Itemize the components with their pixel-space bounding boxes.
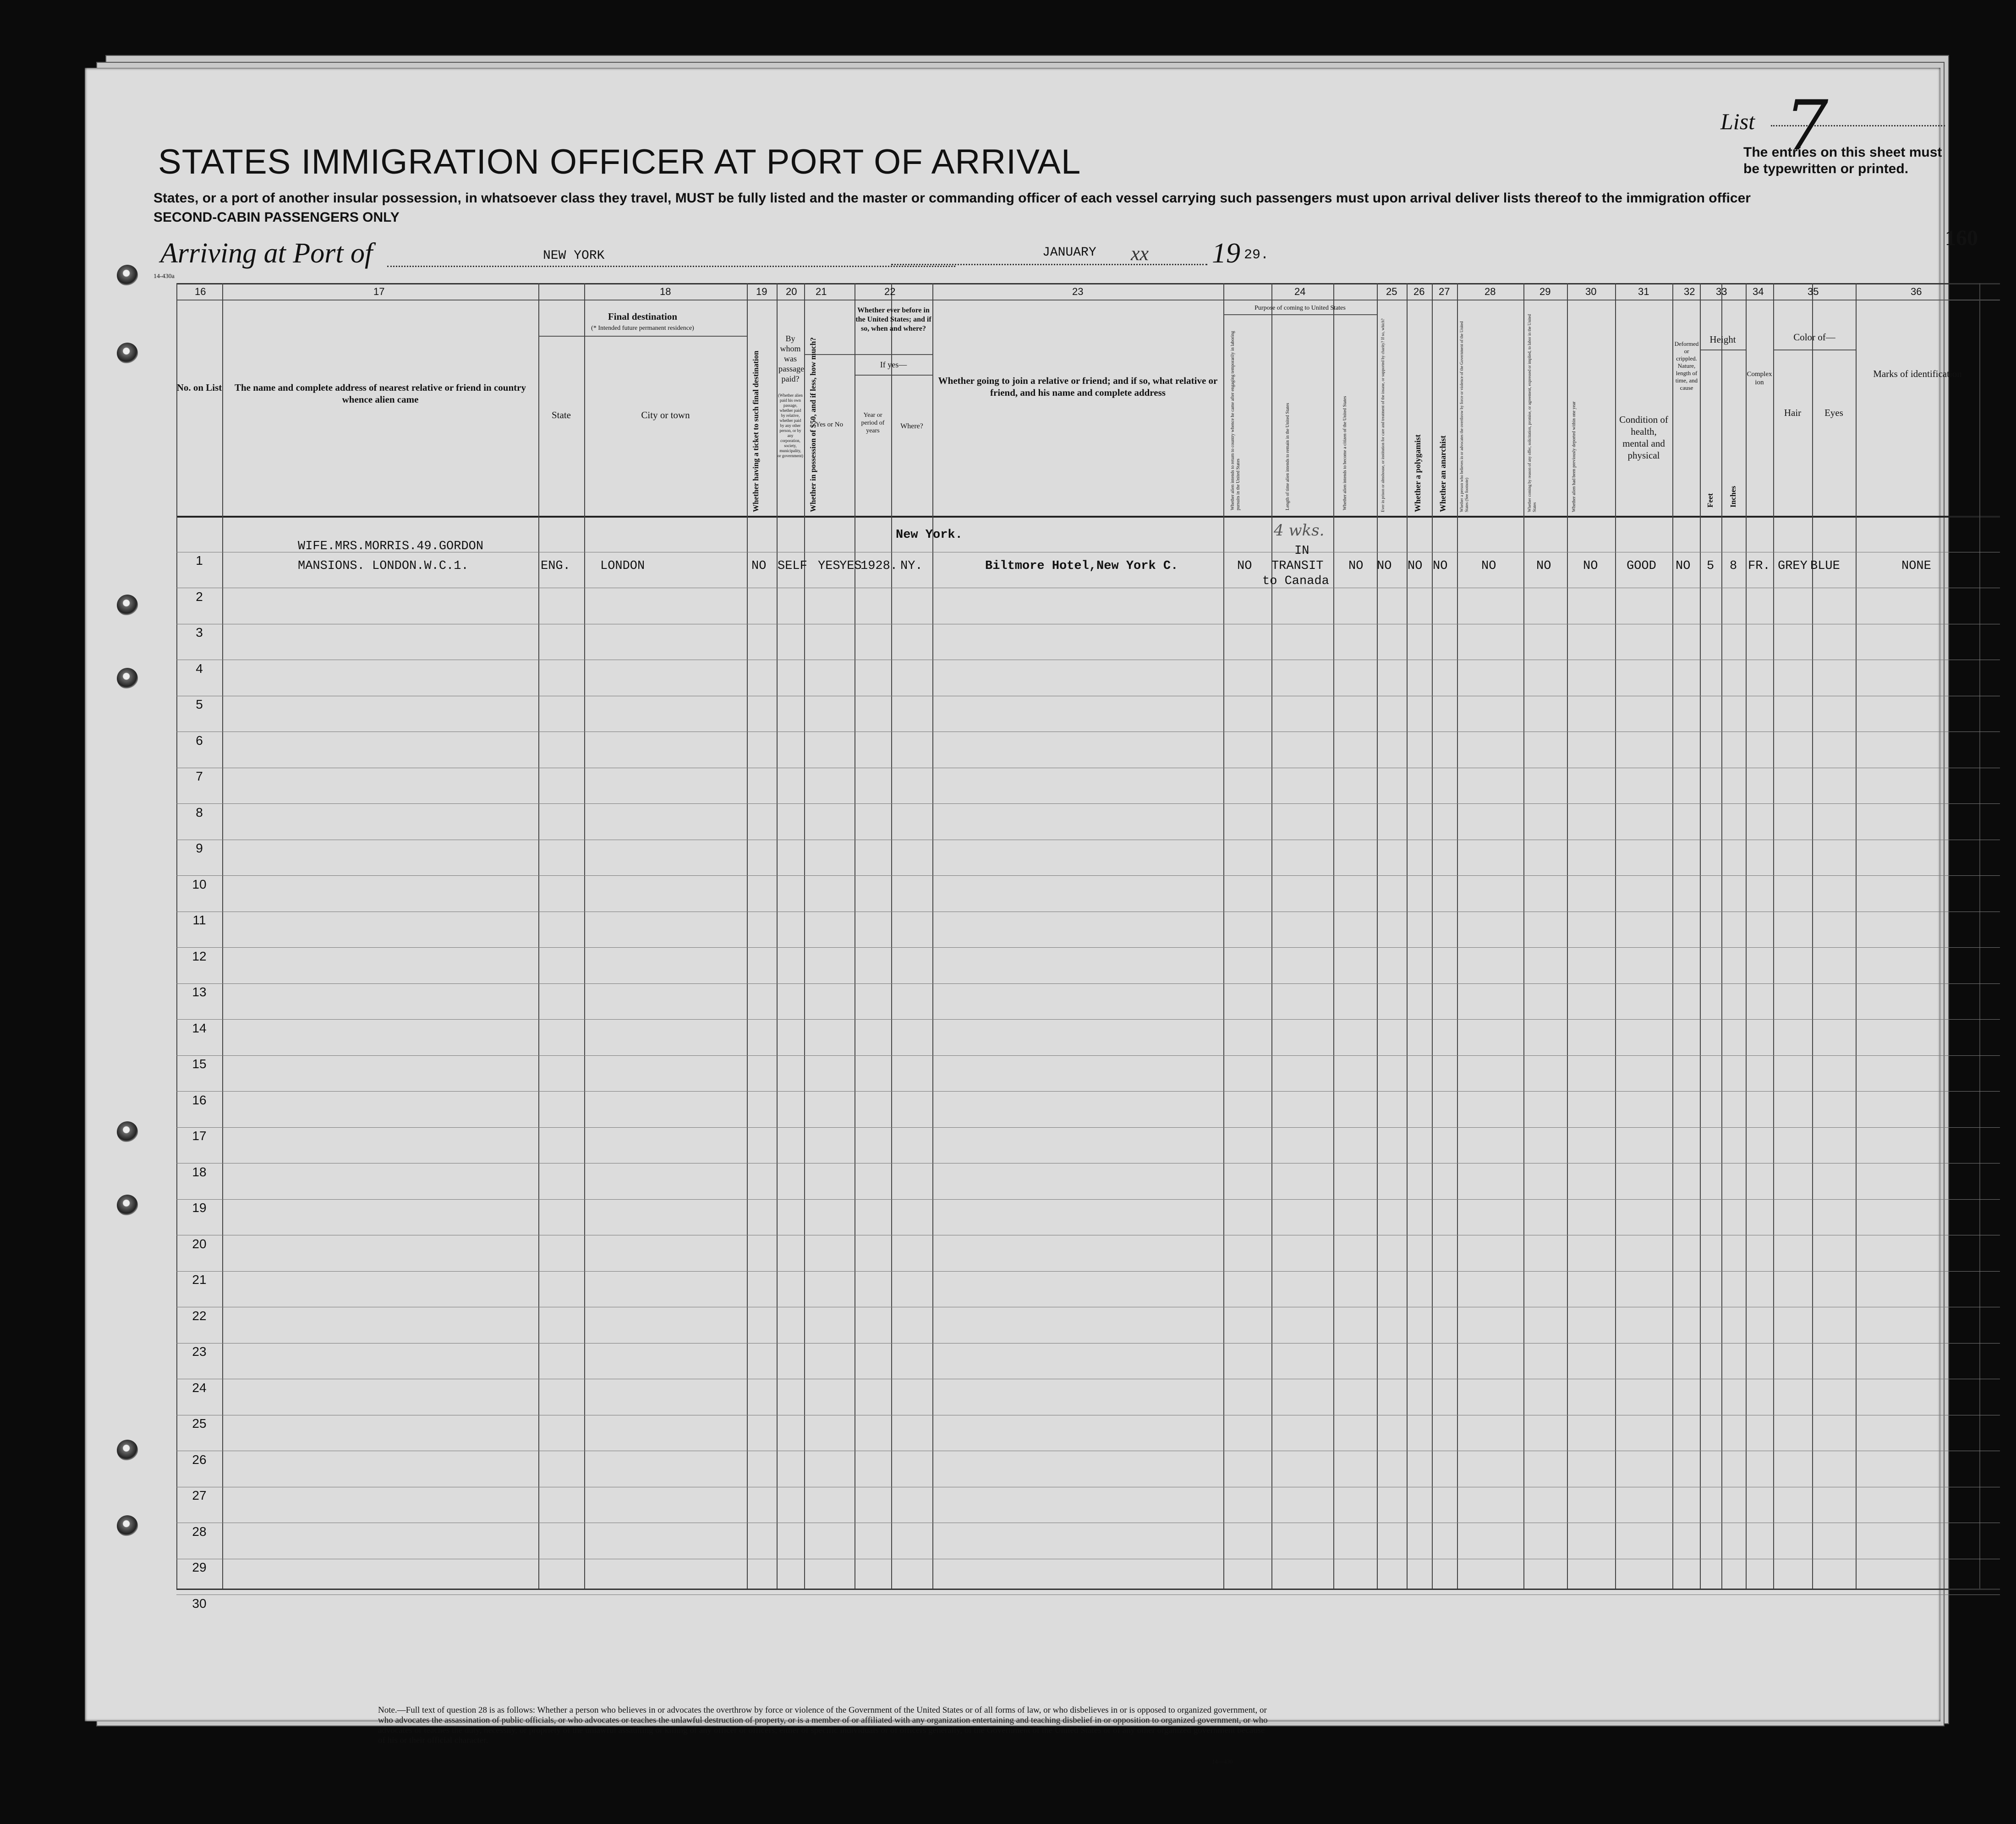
- binder-hole: [117, 1121, 138, 1142]
- row-number: 16: [192, 1092, 207, 1107]
- header-hair: Hair: [1784, 407, 1802, 418]
- column-number: 17: [373, 286, 385, 297]
- entry-anarchist: NO: [1433, 559, 1448, 573]
- row-number: 17: [192, 1129, 207, 1143]
- header-anarchist: Whether an anarchist: [1438, 435, 1447, 512]
- entry-return-intent: NO: [1237, 559, 1252, 573]
- row-number: 2: [196, 589, 203, 604]
- list-label: List: [1720, 109, 1755, 134]
- table-row: [176, 1055, 2000, 1056]
- column-number: 36: [1911, 286, 1922, 297]
- row-number: 1: [196, 553, 203, 568]
- header-return-intent: Whether alien intends to return to country whence he came after engaging temporarily in laboring pursuits in the United States: [1230, 331, 1241, 510]
- entry-health: GOOD: [1627, 559, 1656, 573]
- table-row: [176, 1271, 2000, 1272]
- binder-hole: [117, 668, 138, 689]
- row-number: 20: [192, 1236, 207, 1251]
- table-top-rule: [176, 283, 2000, 284]
- binder-hole: [117, 343, 138, 364]
- header-deported: Whether alien had been previously deported within one year: [1572, 401, 1577, 512]
- row-number: 5: [196, 697, 203, 711]
- column-number: 32: [1684, 286, 1695, 297]
- entry-city: LONDON: [600, 559, 645, 573]
- column-rule: [1700, 283, 1701, 1589]
- entry-ticket: NO: [751, 559, 767, 573]
- entry-prison: NO: [1377, 559, 1392, 573]
- row-number: 24: [192, 1380, 207, 1395]
- entry-polygamist: NO: [1408, 559, 1423, 573]
- entry-length-stay-handwritten: 4 wks.: [1274, 521, 1325, 540]
- table-row: [176, 1019, 2000, 1020]
- header-prison: Ever in prison or almshouse, or institution for care and treatment of the insane, or supported by charity? If so, which?: [1381, 318, 1385, 512]
- entry-relative-line1: WIFE.MRS.MORRIS.49.GORDON: [298, 540, 484, 553]
- header-polygamist: Whether a polygamist: [1413, 434, 1422, 512]
- entry-length-stay-3: to Canada: [1262, 574, 1329, 588]
- list-number: 7: [1785, 86, 1829, 166]
- row-number: 8: [196, 805, 203, 819]
- header-ticket: Whether having a ticket to such final destination: [751, 350, 760, 512]
- header-marks: Marks of identification: [1873, 368, 1962, 379]
- header-fifty-dollars: Whether in possession of $50, and if less, how much?: [809, 337, 817, 512]
- date-line: [891, 264, 1207, 265]
- entry-overthrow: NO: [1481, 559, 1496, 573]
- header-height: Height: [1709, 334, 1736, 345]
- column-rule: [1333, 283, 1334, 1589]
- column-number: 31: [1638, 286, 1649, 297]
- header-complexion: Complexion: [1747, 371, 1772, 386]
- row-number: 25: [192, 1416, 207, 1431]
- column-number: 21: [816, 286, 827, 297]
- row-number: 30: [192, 1596, 207, 1611]
- header-going-to-join: Whether going to join a relative or friend; and if so, what relative or friend, and his name and complete address: [938, 375, 1218, 398]
- header-inches: Inches: [1729, 486, 1737, 508]
- row-number: 22: [192, 1308, 207, 1323]
- row-number: 23: [192, 1344, 207, 1359]
- entry-hair: GREY: [1778, 559, 1808, 573]
- column-number: 29: [1539, 286, 1551, 297]
- header-health: Condition of health, mental and physical: [1619, 414, 1668, 461]
- column-rule: [538, 283, 539, 1589]
- column-number: 25: [1386, 286, 1397, 297]
- table-row: [176, 983, 2000, 984]
- header-feet: Feet: [1706, 493, 1715, 508]
- entry-deported: NO: [1583, 559, 1598, 573]
- column-rule: [1407, 283, 1408, 1589]
- entry-feet: 5: [1707, 559, 1715, 573]
- binder-hole: [117, 1515, 138, 1536]
- row-number: 6: [196, 733, 203, 748]
- column-rule: [1377, 283, 1378, 1589]
- column-number: 34: [1753, 286, 1764, 297]
- header-yes-or-no: Yes or No: [815, 421, 844, 428]
- year-prefix: 19: [1212, 238, 1240, 269]
- column-number: 30: [1585, 286, 1597, 297]
- column-rule: [1721, 283, 1722, 1589]
- column-rule: [777, 283, 778, 1589]
- row-number: 10: [192, 877, 207, 891]
- column-rule: [1271, 283, 1272, 1589]
- column-rule: [1672, 283, 1673, 1589]
- year-suffix: 29.: [1244, 247, 1269, 263]
- entry-going-to-join-line1: New York.: [896, 528, 963, 542]
- header-overthrow: Whether a person who believes in or advocates the overthrow by force or violence of the Government of the United States (See footnote): [1459, 321, 1469, 512]
- binder-hole: [117, 595, 138, 616]
- column-rule: [932, 283, 933, 1589]
- port-value: NEW YORK: [543, 249, 605, 263]
- entries-note-line2: be typewritten or printed.: [1743, 161, 1909, 176]
- column-number: 23: [1072, 286, 1084, 297]
- row-number: 11: [192, 913, 206, 927]
- row-number: 29: [192, 1560, 207, 1574]
- header-year-period: Year or period of years: [861, 412, 885, 434]
- header-length-of-stay: Length of time alien intends to remain in the United States: [1285, 403, 1290, 510]
- row-number: 7: [196, 769, 203, 783]
- row-number: 4: [196, 661, 203, 676]
- form-number: 14-430a: [153, 273, 175, 280]
- column-number: 33: [1716, 286, 1727, 297]
- column-number: 18: [660, 286, 671, 297]
- entry-going-to-join-line2: Biltmore Hotel,New York C.: [985, 559, 1178, 573]
- entry-before-in-us: YES: [839, 559, 862, 573]
- subheader-rule: [855, 375, 932, 376]
- manifest-table: [176, 283, 2000, 1611]
- date-handwritten: xx: [1131, 242, 1149, 265]
- row-number: 19: [192, 1201, 207, 1215]
- header-citizen-intent: Whether alien intends to become a citizen of the United States: [1342, 396, 1348, 510]
- table-row: [176, 803, 2000, 804]
- subheader-rule: [804, 354, 932, 355]
- header-final-destination-note: (* Intended future permanent residence): [591, 325, 694, 332]
- row-number: 21: [192, 1272, 207, 1287]
- row-number: 13: [192, 985, 207, 999]
- column-rule: [1979, 283, 1980, 1589]
- header-where: Where?: [900, 422, 923, 430]
- column-rule: [1523, 283, 1524, 1589]
- header-offer-labor: Whether coming by reason of any offer, solicitation, promise, or agreement, expressed or implied, to labor in the United States: [1527, 314, 1537, 512]
- header-eyes: Eyes: [1824, 407, 1843, 418]
- header-passage-paid-note: (Whether alien paid his own passage, whether paid by relative, whether paid by any other person, or by any corporation, society, municipality, or government): [778, 393, 803, 458]
- column-rule: [1856, 283, 1857, 1589]
- column-rule: [804, 283, 805, 1589]
- table-row: [176, 1199, 2000, 1200]
- column-number: 22: [884, 286, 896, 297]
- header-deformed-text: Deformed or crippled. Nature, length of time, and cause: [1674, 340, 1699, 391]
- binder-hole: [117, 1195, 138, 1216]
- entry-passage-paid: SELF: [778, 559, 807, 573]
- header-final-destination: Final destination: [608, 311, 678, 322]
- entry-citizen: NO: [1348, 559, 1364, 573]
- column-rule: [1812, 283, 1813, 1589]
- table-bottom-rule: [176, 1589, 2000, 1590]
- entry-offer-labor: NO: [1536, 559, 1551, 573]
- column-number: 35: [1808, 286, 1819, 297]
- column-rule: [1567, 283, 1568, 1589]
- stamp-number: 160: [1945, 226, 1978, 250]
- subheader-rule: [538, 336, 747, 337]
- entry-length-stay-2: TRANSIT: [1271, 559, 1324, 573]
- row-number: 18: [192, 1164, 207, 1179]
- header-state: State: [552, 410, 571, 421]
- column-rule: [584, 283, 585, 1589]
- entry-deformed: NO: [1676, 559, 1691, 573]
- column-rule: [1773, 283, 1774, 1589]
- row-number: 14: [192, 1021, 207, 1035]
- entry-complexion: FR.: [1748, 559, 1770, 573]
- column-number: 16: [195, 286, 206, 297]
- table-row: [176, 1127, 2000, 1128]
- subheader-rule: [1223, 314, 1377, 315]
- row-number: 9: [196, 841, 203, 855]
- port-line: [387, 266, 955, 267]
- entry-where: NY.: [900, 559, 923, 573]
- column-number: 20: [786, 286, 797, 297]
- column-rule: [222, 283, 223, 1589]
- header-color-of: Color of—: [1793, 332, 1835, 343]
- footnote: Note.—Full text of question 28 is as follows: Whether a person who believes in or advocates the overthrow by force or violence of the Government of the United States or of all forms of law, or who disbelieves in or is opposed to organized government, or who advocates the assassination of public officials, or who advocates or teaches the unlawful destruction of property, or is a member of or affiliated with any organization entertaining and teaching disbelief in or opposition to organized government, or who advocates or teaches the duty, necessity, or propriety of the unlawful assaulting or killing of any officer or officers, either of specific individuals or of officers generally, of the Government of the United States or of any other organized government because of his or their official character.: [378, 1705, 1268, 1745]
- manifest-sheet: [85, 68, 1978, 1765]
- entry-marks: NONE: [1901, 559, 1931, 573]
- header-nearest-relative: The name and complete address of nearest relative or friend in country whence alien came: [235, 382, 526, 405]
- column-rule: [1746, 283, 1747, 1589]
- date-value: JANUARY: [1042, 246, 1096, 260]
- entry-length-stay-1: IN: [1294, 544, 1309, 558]
- column-number: 27: [1439, 286, 1450, 297]
- entry-state: ENG.: [541, 559, 570, 573]
- header-city: City or town: [641, 410, 690, 421]
- row-number: 28: [192, 1524, 207, 1539]
- binder-hole: [117, 1440, 138, 1461]
- entries-note-line1: The entries on this sheet must: [1743, 145, 1942, 160]
- column-rule: [1615, 283, 1616, 1589]
- column-rule: [1223, 283, 1224, 1589]
- page-subtitle: States, or a port of another insular possession, in whatsoever class they travel, MUST be fully listed and the master or commanding officer of each vessel carrying such passengers must upon arrival deliver lists thereof to the immigration officer: [153, 191, 1751, 206]
- column-number: 26: [1413, 286, 1425, 297]
- footnote-form-number: 14—430: [1212, 1758, 1233, 1765]
- header-purpose: Purpose of coming to United States: [1255, 305, 1346, 311]
- column-rule: [1457, 283, 1458, 1589]
- port-label: Arriving at Port of: [160, 238, 373, 269]
- column-rule: [891, 283, 892, 1589]
- binder-hole: [117, 265, 138, 286]
- table-row: [176, 875, 2000, 876]
- entry-eyes: BLUE: [1810, 559, 1840, 573]
- column-number: 28: [1485, 286, 1496, 297]
- header-bottom-rule: [176, 516, 2000, 518]
- row-number: 3: [196, 625, 203, 639]
- table-row: [176, 1091, 2000, 1092]
- entry-years: 1928.: [860, 559, 898, 573]
- column-rule: [747, 283, 748, 1589]
- row-number: 26: [192, 1452, 207, 1467]
- row-number: 12: [192, 949, 207, 963]
- header-before-in-us: Whether ever before in the United States; and if so, when and where?: [855, 306, 931, 333]
- entry-relative-line2: MANSIONS. LONDON.W.C.1.: [298, 559, 469, 573]
- page-title: STATES IMMIGRATION OFFICER AT PORT OF ARRIVAL: [158, 142, 1081, 181]
- column-number: 19: [756, 286, 767, 297]
- row-number: 27: [192, 1488, 207, 1502]
- cabin-class: SECOND-CABIN PASSENGERS ONLY: [153, 210, 400, 225]
- column-rule: [1432, 283, 1433, 1589]
- header-passage-paid: By whom was passage paid?: [778, 334, 804, 383]
- entry-inches: 8: [1730, 559, 1737, 573]
- header-if-yes: If yes—: [880, 360, 907, 369]
- row-number: 15: [192, 1057, 207, 1071]
- table-row: [176, 947, 2000, 948]
- header-no-on-list: No. on List: [176, 382, 222, 393]
- column-number: 24: [1294, 286, 1306, 297]
- entry-fifty-dollars: YES: [818, 559, 840, 573]
